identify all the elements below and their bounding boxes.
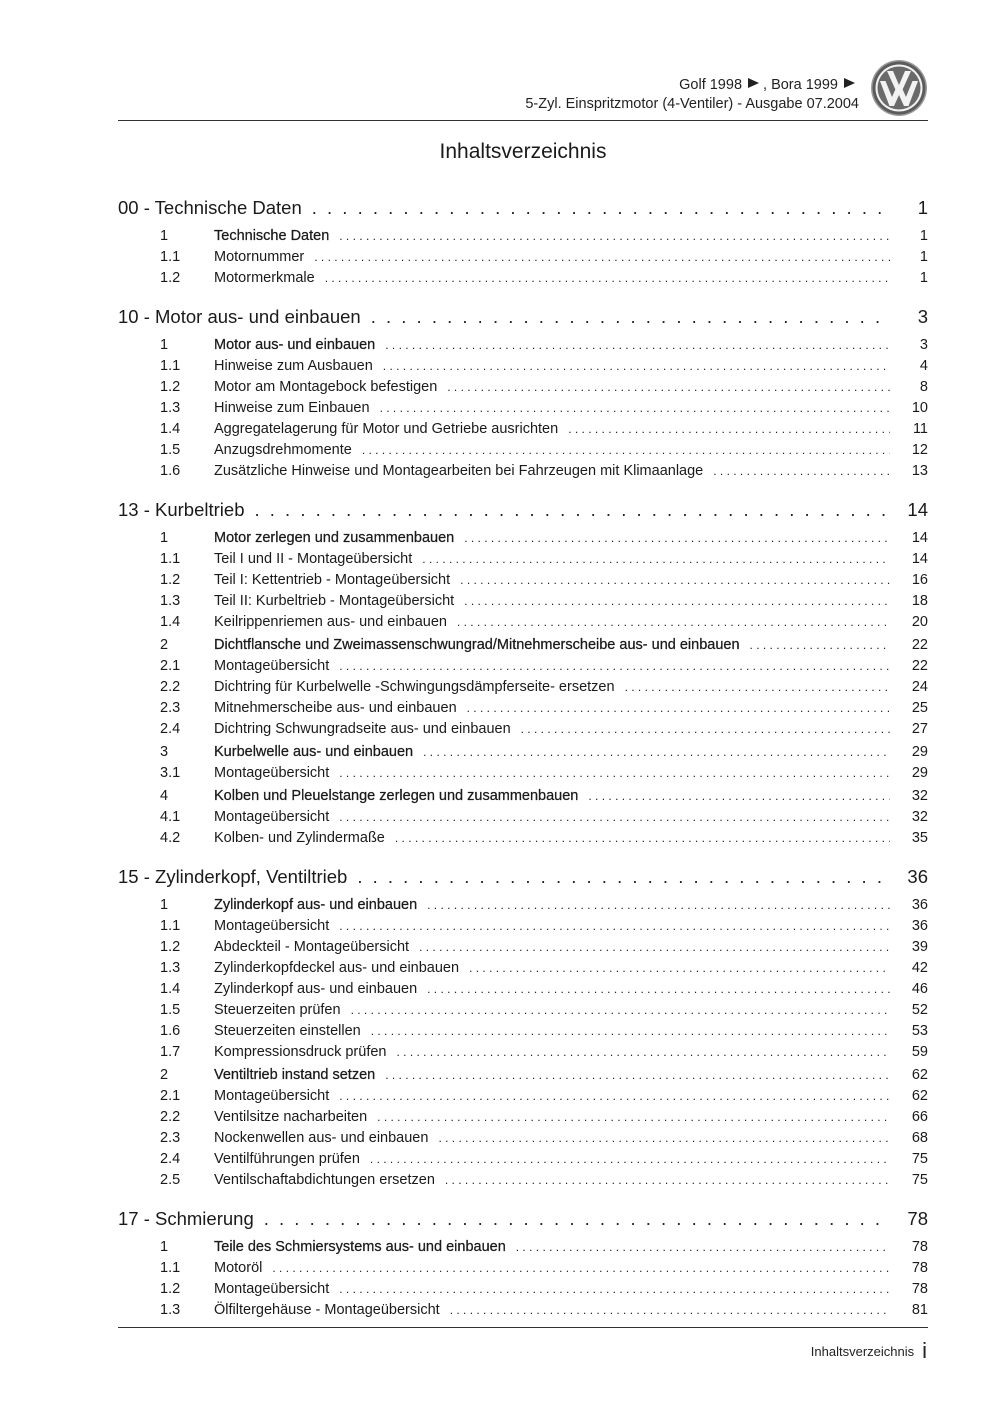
dot-leader: [314, 247, 890, 268]
section-title: Zusätzliche Hinweise und Montagearbeiten bei Fahrzeugen mit Klimaanlage: [214, 463, 704, 479]
dot-leader: [521, 719, 890, 740]
section-number: 1.2: [160, 1281, 181, 1297]
section-number: 1.2: [160, 379, 181, 395]
dot-leader: [339, 1086, 890, 1107]
section-title: Hinweise zum Einbauen: [214, 400, 370, 416]
toc-section-row[interactable]: [118, 1128, 928, 1149]
toc-section-row[interactable]: [118, 1021, 928, 1042]
section-page: 1: [919, 270, 928, 286]
chapter-page: 36: [907, 866, 928, 887]
section-page: 78: [911, 1260, 928, 1276]
section-page: 46: [911, 981, 928, 997]
dot-leader: [362, 440, 890, 461]
section-number: 3: [160, 744, 169, 760]
section-page: 75: [911, 1172, 928, 1188]
section-number: 2.1: [160, 1088, 181, 1104]
toc-section-row[interactable]: [118, 635, 928, 656]
toc-section-row[interactable]: [118, 786, 928, 807]
toc-section-row[interactable]: [118, 1279, 928, 1300]
section-number: 1: [160, 897, 169, 913]
dot-leader: [395, 828, 890, 849]
dot-leader: [460, 570, 890, 591]
section-number: 4.1: [160, 809, 181, 825]
section-number: 1.4: [160, 614, 181, 630]
section-title: Teil II: Kurbeltrieb - Montageübersicht: [214, 593, 455, 609]
header-model-bora: , Bora 1999: [763, 77, 838, 93]
section-title: Steuerzeiten einstellen: [214, 1023, 361, 1039]
dot-leader: [385, 1065, 890, 1086]
footer-page-number: i: [922, 1338, 927, 1363]
toc-section-row[interactable]: [118, 828, 928, 849]
dot-leader: [339, 226, 890, 247]
toc-section-row[interactable]: [118, 335, 928, 356]
dot-leader: [312, 190, 890, 226]
section-number: 1.1: [160, 1260, 181, 1276]
dot-leader: [339, 916, 890, 937]
section-page: 36: [911, 897, 928, 913]
section-title: Nockenwellen aus- und einbauen: [214, 1130, 429, 1146]
section-number: 1.1: [160, 551, 181, 567]
dot-leader: [445, 1170, 890, 1191]
dot-leader: [422, 549, 890, 570]
dot-leader: [264, 1201, 890, 1237]
toc-section-row[interactable]: [118, 1300, 928, 1321]
section-number: 1.2: [160, 939, 181, 955]
section-title: Keilrippenriemen aus- und einbauen: [214, 614, 447, 630]
section-title: Aggregatelagerung für Motor und Getriebe ausrichten: [214, 421, 559, 437]
section-title: Ventiltrieb instand setzen: [214, 1067, 376, 1083]
toc-section-row[interactable]: [118, 528, 928, 549]
dot-leader: [339, 656, 890, 677]
section-number: 1.4: [160, 421, 181, 437]
dot-leader: [464, 528, 890, 549]
toc-section-row[interactable]: [118, 612, 928, 633]
section-page: 75: [911, 1151, 928, 1167]
dot-leader: [467, 698, 890, 719]
section-page: 8: [919, 379, 928, 395]
dot-leader: [419, 937, 890, 958]
toc-section-row[interactable]: [118, 719, 928, 740]
toc-section-row[interactable]: [118, 1237, 928, 1258]
section-title: Montageübersicht: [214, 1281, 330, 1297]
toc-chapter-row[interactable]: [118, 492, 928, 528]
dot-leader: [339, 807, 890, 828]
toc-section-row[interactable]: [118, 247, 928, 268]
toc-section-row[interactable]: [118, 226, 928, 247]
section-number: 2.4: [160, 1151, 181, 1167]
section-number: 2.5: [160, 1172, 181, 1188]
chapter-page: 78: [907, 1208, 928, 1229]
section-page: 81: [911, 1302, 928, 1318]
section-title: Motornummer: [214, 249, 305, 265]
section-page: 52: [911, 1002, 928, 1018]
dot-leader: [383, 356, 890, 377]
section-title: Motor zerlegen und zusammenbauen: [214, 530, 455, 546]
section-number: 2.2: [160, 679, 181, 695]
section-title: Teil I: Kettentrieb - Montageübersicht: [214, 572, 451, 588]
section-number: 4: [160, 788, 169, 804]
dot-leader: [377, 1107, 890, 1128]
toc-chapter: [118, 492, 928, 849]
toc-section-row[interactable]: [118, 979, 928, 1000]
section-page: 10: [911, 400, 928, 416]
dot-leader: [272, 1258, 890, 1279]
dot-leader: [385, 335, 890, 356]
section-title: Motormerkmale: [214, 270, 315, 286]
dot-leader: [427, 895, 890, 916]
section-number: 1.7: [160, 1044, 181, 1060]
section-title: Zylinderkopf aus- und einbauen: [214, 981, 418, 997]
section-title: Motor aus- und einbauen: [214, 337, 376, 353]
section-title: Montageübersicht: [214, 658, 330, 674]
toc-section-row[interactable]: [118, 591, 928, 612]
dot-leader: [423, 742, 890, 763]
section-title: Teile des Schmiersystems aus- und einbauen: [214, 1239, 506, 1255]
section-title: Dichtring Schwungradseite aus- und einbauen: [214, 721, 511, 737]
section-title: Zylinderkopf aus- und einbauen: [214, 897, 418, 913]
section-page: 1: [919, 228, 928, 244]
toc-section-row[interactable]: [118, 1042, 928, 1063]
section-page: 18: [911, 593, 928, 609]
toc-section-row[interactable]: [118, 549, 928, 570]
section-page: 35: [911, 830, 928, 846]
section-number: 1.2: [160, 572, 181, 588]
vw-logo: [870, 59, 928, 117]
section-title: Montageübersicht: [214, 765, 330, 781]
section-number: 1.5: [160, 442, 181, 458]
dot-leader: [427, 979, 890, 1000]
section-number: 1.3: [160, 593, 181, 609]
toc-chapter-row[interactable]: [118, 859, 928, 895]
section-number: 1.6: [160, 463, 181, 479]
section-number: 1: [160, 1239, 169, 1255]
section-page: 29: [911, 744, 928, 760]
dot-leader: [588, 786, 890, 807]
toc-section-row[interactable]: [118, 807, 928, 828]
section-title: Ölfiltergehäuse - Montageübersicht: [214, 1302, 440, 1318]
section-number: 2.1: [160, 658, 181, 674]
section-page: 59: [911, 1044, 928, 1060]
toc-section-row[interactable]: [118, 1107, 928, 1128]
toc-section-row[interactable]: [118, 677, 928, 698]
section-page: 22: [911, 637, 928, 653]
section-page: 14: [911, 530, 928, 546]
section-number: 1: [160, 228, 169, 244]
chapter-title: 17 - Schmierung: [118, 1208, 254, 1229]
section-page: 42: [911, 960, 928, 976]
section-page: 39: [911, 939, 928, 955]
section-page: 32: [911, 788, 928, 804]
section-number: 1.1: [160, 358, 181, 374]
section-number: 1.2: [160, 270, 181, 286]
dot-leader: [370, 1149, 890, 1170]
section-number: 1.3: [160, 1302, 181, 1318]
section-number: 1.1: [160, 918, 181, 934]
dot-leader: [396, 1042, 890, 1063]
section-number: 4.2: [160, 830, 181, 846]
dot-leader: [469, 958, 890, 979]
dot-leader: [625, 677, 890, 698]
dot-leader: [380, 398, 890, 419]
section-title: Hinweise zum Ausbauen: [214, 358, 373, 374]
document-header: [525, 76, 859, 114]
section-title: Steuerzeiten prüfen: [214, 1002, 341, 1018]
dot-leader: [339, 763, 890, 784]
section-title: Montageübersicht: [214, 809, 330, 825]
section-number: 1: [160, 530, 169, 546]
dot-leader: [713, 461, 890, 482]
toc-section-row[interactable]: [118, 958, 928, 979]
section-page: 25: [911, 700, 928, 716]
dot-leader: [516, 1237, 890, 1258]
dot-leader: [750, 635, 890, 656]
toc-section-row[interactable]: [118, 1258, 928, 1279]
arrow-right-icon: [748, 78, 759, 88]
section-title: Kompressionsdruck prüfen: [214, 1044, 387, 1060]
dot-leader: [464, 591, 890, 612]
section-page: 68: [911, 1130, 928, 1146]
toc-section-row[interactable]: [118, 356, 928, 377]
toc-section-row[interactable]: [118, 1000, 928, 1021]
section-page: 3: [919, 337, 928, 353]
dot-leader: [438, 1128, 890, 1149]
section-number: 2: [160, 1067, 169, 1083]
section-page: 20: [911, 614, 928, 630]
section-title: Ventilführungen prüfen: [214, 1151, 360, 1167]
section-title: Dichtflansche und Zweimassenschwungrad/Mitnehmerscheibe aus- und einbauen: [214, 637, 740, 653]
section-page: 78: [911, 1281, 928, 1297]
dot-leader: [351, 1000, 890, 1021]
toc-section-row[interactable]: [118, 698, 928, 719]
toc-section-row[interactable]: [118, 268, 928, 289]
toc-section-row[interactable]: [118, 656, 928, 677]
chapter-title: 13 - Kurbeltrieb: [118, 499, 245, 520]
section-title: Motoröl: [214, 1260, 263, 1276]
section-page: 4: [919, 358, 928, 374]
section-number: 1.3: [160, 400, 181, 416]
section-title: Montageübersicht: [214, 918, 330, 934]
section-number: 1.4: [160, 981, 181, 997]
toc-section-row[interactable]: [118, 1149, 928, 1170]
header-model-line: [525, 76, 859, 95]
page-footer: [811, 1338, 927, 1364]
section-number: 1.1: [160, 249, 181, 265]
section-number: 2.2: [160, 1109, 181, 1125]
footer-divider: [118, 1327, 928, 1328]
section-page: 62: [911, 1088, 928, 1104]
section-page: 13: [911, 463, 928, 479]
toc-section-row[interactable]: [118, 440, 928, 461]
toc-section-row[interactable]: [118, 1170, 928, 1191]
header-model-golf: Golf 1998: [679, 77, 743, 93]
section-page: 27: [911, 721, 928, 737]
section-title: Mitnehmerscheibe aus- und einbauen: [214, 700, 457, 716]
chapter-title: 15 - Zylinderkopf, Ventiltrieb: [118, 866, 348, 887]
section-page: 32: [911, 809, 928, 825]
section-title: Kolben- und Zylindermaße: [214, 830, 385, 846]
dot-leader: [325, 268, 890, 289]
toc-section-row[interactable]: [118, 937, 928, 958]
arrow-right-icon: [844, 78, 855, 88]
toc-chapter-row[interactable]: [118, 190, 928, 226]
section-page: 11: [912, 421, 928, 437]
chapter-page: 1: [917, 197, 928, 218]
section-title: Dichtring für Kurbelwelle -Schwingungsdämpferseite- ersetzen: [214, 679, 615, 695]
toc-section-row[interactable]: [118, 895, 928, 916]
header-engine-line: 5-Zyl. Einspritzmotor (4-Ventiler) - Ausgabe 07.2004: [525, 96, 859, 112]
dot-leader: [254, 492, 890, 528]
section-title: Teil I und II - Montageübersicht: [214, 551, 413, 567]
section-page: 53: [911, 1023, 928, 1039]
toc-section-row[interactable]: [118, 398, 928, 419]
section-page: 62: [911, 1067, 928, 1083]
toc-chapter-row[interactable]: [118, 1201, 928, 1237]
dot-leader: [568, 419, 890, 440]
dot-leader: [339, 1279, 890, 1300]
section-page: 36: [911, 918, 928, 934]
toc-chapter: [118, 1201, 928, 1321]
section-title: Zylinderkopfdeckel aus- und einbauen: [214, 960, 460, 976]
chapter-page: 14: [907, 499, 928, 520]
toc-chapter: [118, 299, 928, 482]
section-title: Abdeckteil - Montageübersicht: [214, 939, 410, 955]
toc-section-row[interactable]: [118, 742, 928, 763]
section-page: 22: [911, 658, 928, 674]
header-divider: [118, 120, 928, 121]
page-title: Inhaltsverzeichnis: [439, 140, 607, 163]
section-page: 16: [911, 572, 928, 588]
section-number: 3.1: [160, 765, 181, 781]
section-page: 66: [911, 1109, 928, 1125]
section-title: Anzugsdrehmomente: [214, 442, 352, 458]
chapter-page: 3: [917, 306, 928, 327]
dot-leader: [371, 1021, 890, 1042]
dot-leader: [447, 377, 890, 398]
toc-chapter: [118, 859, 928, 1191]
dot-leader: [357, 859, 890, 895]
section-number: 2: [160, 637, 169, 653]
section-number: 1.6: [160, 1023, 181, 1039]
dot-leader: [371, 299, 890, 335]
section-number: 1.5: [160, 1002, 181, 1018]
footer-label: Inhaltsverzeichnis: [810, 1344, 915, 1359]
toc-section-row[interactable]: [118, 1065, 928, 1086]
section-page: 29: [911, 765, 928, 781]
toc-section-row[interactable]: [118, 570, 928, 591]
dot-leader: [450, 1300, 890, 1321]
toc-section-row[interactable]: [118, 461, 928, 482]
section-number: 2.3: [160, 700, 181, 716]
section-title: Montageübersicht: [214, 1088, 330, 1104]
toc-section-row[interactable]: [118, 763, 928, 784]
section-number: 1: [160, 337, 169, 353]
section-number: 2.4: [160, 721, 181, 737]
section-number: 1.3: [160, 960, 181, 976]
section-title: Motor am Montagebock befestigen: [214, 379, 438, 395]
toc-section-row[interactable]: [118, 1086, 928, 1107]
toc-chapter-row[interactable]: [118, 299, 928, 335]
section-number: 2.3: [160, 1130, 181, 1146]
section-page: 14: [911, 551, 928, 567]
toc-chapter: [118, 190, 928, 289]
section-title: Ventilschaftabdichtungen ersetzen: [214, 1172, 435, 1188]
toc-section-row[interactable]: [118, 916, 928, 937]
section-title: Technische Daten: [214, 228, 330, 244]
section-title: Kurbelwelle aus- und einbauen: [214, 744, 414, 760]
section-page: 1: [919, 249, 928, 265]
table-of-contents: [118, 190, 928, 1321]
toc-section-row[interactable]: [118, 419, 928, 440]
dot-leader: [457, 612, 890, 633]
section-title: Kolben und Pleuelstange zerlegen und zusammenbauen: [214, 788, 579, 804]
toc-section-row[interactable]: [118, 377, 928, 398]
section-title: Ventilsitze nacharbeiten: [214, 1109, 368, 1125]
section-page: 12: [911, 442, 928, 458]
chapter-title: 10 - Motor aus- und einbauen: [118, 306, 361, 327]
chapter-title: 00 - Technische Daten: [118, 197, 302, 218]
section-page: 24: [911, 679, 928, 695]
section-page: 78: [911, 1239, 928, 1255]
